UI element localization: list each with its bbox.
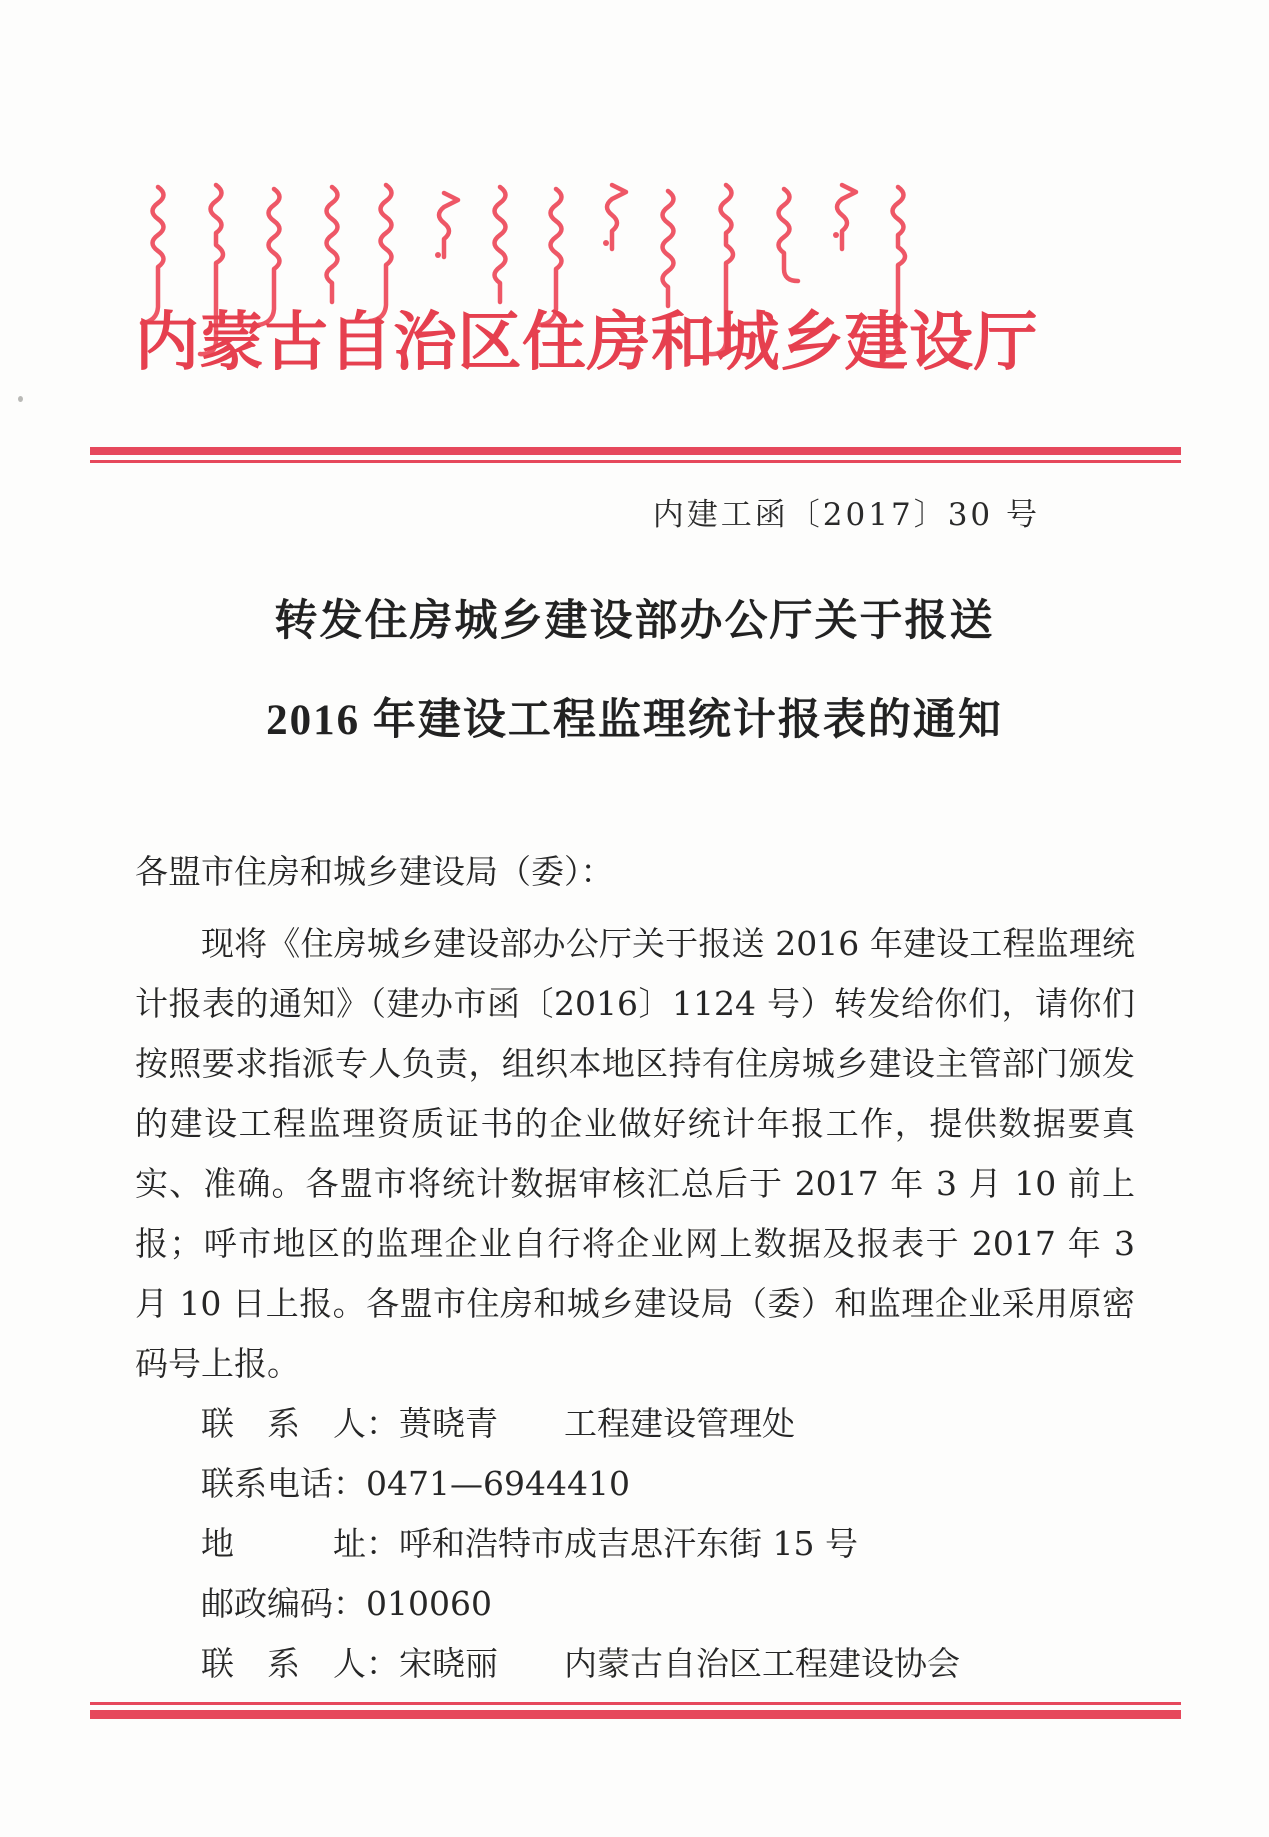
document-number: 内建工函〔2017〕30 号 <box>652 497 1040 533</box>
contact-line-person-1: 联 系 人：蒉晓青 工程建设管理处 <box>201 1404 795 1443</box>
header-divider <box>90 447 1181 463</box>
agency-title: 内蒙古自治区住房和城乡建设厅 <box>135 307 1038 378</box>
document-body <box>135 842 1135 1694</box>
contact-line-address: 地 址：呼和浩特市成吉思汗东街 15 号 <box>201 1524 858 1563</box>
salutation: 各盟市住房和城乡建设局（委）： <box>135 852 614 891</box>
scan-speck <box>18 396 23 402</box>
contact-line-phone: 联系电话：0471—6944410 <box>201 1464 630 1503</box>
contact-info-block <box>135 1394 1135 1694</box>
header-divider-thin-line <box>90 460 1181 463</box>
contact-line-postcode: 邮政编码：010060 <box>201 1584 492 1623</box>
footer-divider <box>90 1702 1181 1719</box>
footer-divider-thick-line <box>90 1710 1181 1719</box>
document-title-line-1: 转发住房城乡建设部办公厅关于报送 <box>274 598 995 645</box>
document-title-line-2: 2016 年建设工程监理统计报表的通知 <box>266 697 1003 744</box>
document-title <box>0 572 1269 770</box>
body-paragraph: 现将《住房城乡建设部办公厅关于报送 2016 年建设工程监理统计报表的通知》（建办市函〔2016〕1124 号）转发给你们，请你们按照要求指派专人负责，组织本地区持有住房城乡建设主管部门颁发的建设工程监理资质证书的企业做好统计年报工作，提供数据要真实、准确。各盟市将统计数据审核汇总后于 2017 年 3 月 10 前上报；呼市地区的监理企业自行将企业网上数据及报表于 2017 年 3 月 10 日上报。各盟市住房和城乡建设局（委）和监理企业采用原密码号上报。 <box>135 924 1135 1383</box>
contact-line-person-2: 联 系 人：宋晓丽 内蒙古自治区工程建设协会 <box>201 1644 960 1683</box>
header-divider-thick-line <box>90 447 1181 455</box>
